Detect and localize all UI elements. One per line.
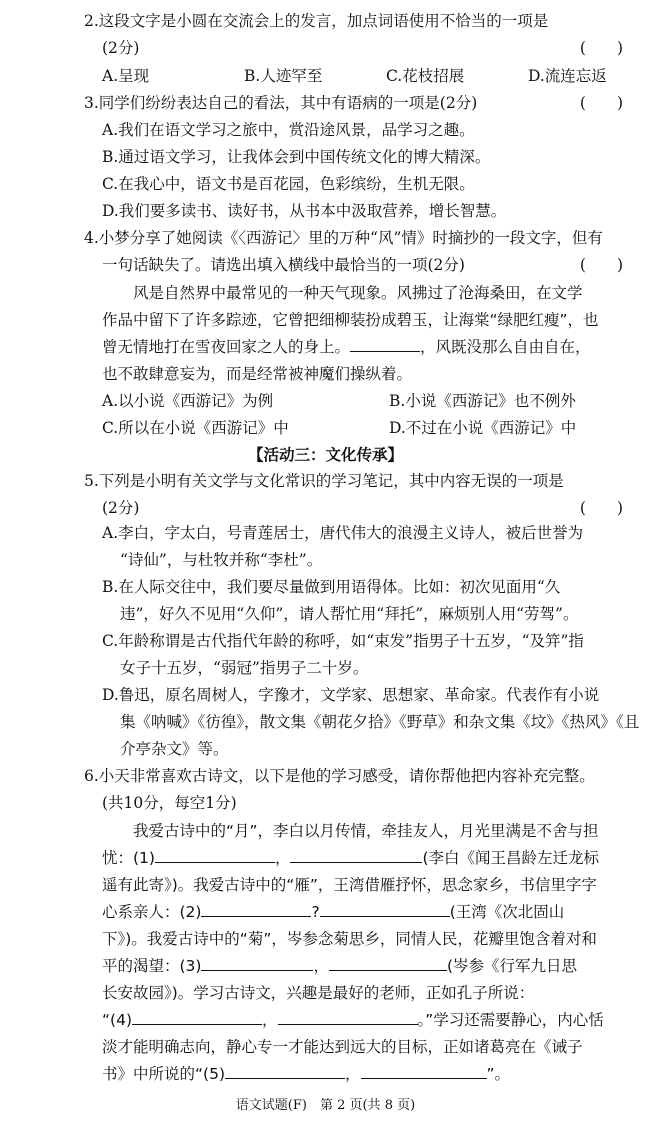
q3-answer-bracket[interactable]: ( ) [579, 94, 623, 112]
q2-option-a[interactable]: A.呈现 [102, 67, 150, 85]
q4-options-row2 [102, 415, 637, 442]
q4-option-c[interactable]: C.所以在小说《西游记》中 [102, 419, 289, 437]
q4-passage-text-after: ，风既没那么自由自在， [420, 338, 591, 356]
page-footer: 语文试题(F) 第 2 页(共 8 页) [235, 1098, 416, 1113]
q6-para-line10 [102, 1061, 510, 1088]
q5-option-d-line3: 介亭杂文》等。 [120, 740, 229, 758]
q5-option-c-line1[interactable]: C.年龄称谓是古代指代年龄的称呼，如“束发”指男子十五岁，“及笄”指 [102, 632, 584, 650]
q4-option-d[interactable]: D.不过在小说《西游记》中 [389, 419, 577, 437]
q4-passage-text: 曾无情地打在雪夜回家之人的身上。 [102, 338, 351, 356]
q6-after-4: 。”学习还需要静心，内心恬 [417, 1011, 604, 1029]
q3-option-c[interactable]: C.在我心中，语文书是百花园，色彩缤纷，生机无限。 [102, 175, 475, 193]
q6-para-line2 [102, 845, 599, 872]
q6-source-2: (王湾《次北固山 [449, 903, 565, 921]
q5-option-c-line2: 女子十五岁，“弱冠”指男子二十岁。 [120, 659, 369, 677]
section-heading: 【活动三：文化传承】 [247, 445, 403, 464]
q6-source-3: (岑参《行军九日思 [446, 957, 578, 975]
q4-passage-line2: 作品中留下了许多踪迹，它曾把细柳装扮成碧玉，让海棠“绿肥红瘦”，也 [102, 311, 599, 329]
q6-blank-5a[interactable] [225, 1062, 345, 1079]
q6-blank-2b[interactable] [320, 900, 450, 917]
q6-label-5: 书》中所说的“(5) [102, 1065, 225, 1083]
q5-option-a-line2: “诗仙”，与杜牧并称“李杜”。 [120, 551, 323, 569]
q5-stem-line2 [102, 495, 637, 522]
q2-stem-line1: 2.这段文字是小圆在交流会上的发言，加点词语使用不恰当的一项是 [84, 12, 549, 30]
q6-stem-line2: (共10分，每空1分) [102, 794, 237, 812]
q4-stem-text: 一句话缺失了。请选出填入横线中最恰当的一项(2分) [102, 256, 465, 274]
q4-stem-line1: 4.小梦分享了她阅读《〈西游记〉里的万种“风”情》时摘抄的一段文字，但有 [84, 229, 603, 247]
q6-after-5: ”。 [486, 1065, 511, 1083]
q4-stem-line2 [102, 252, 637, 279]
q6-mark-2: ? [311, 903, 320, 921]
q5-score: (2分) [102, 499, 140, 517]
q2-option-b[interactable]: B.人迹罕至 [244, 67, 323, 85]
q6-para-line4 [102, 899, 564, 926]
q3-option-b[interactable]: B.通过语文学习，让我体会到中国传统文化的博大精深。 [102, 148, 491, 166]
q6-para-line6 [102, 953, 577, 980]
q2-option-d[interactable]: D.流连忘返 [528, 67, 607, 85]
q3-stem-text: 3.同学们纷纷表达自己的看法，其中有语病的一项是(2分) [84, 94, 478, 112]
q4-options-row1 [102, 388, 637, 415]
q4-option-b[interactable]: B.小说《西游记》也不例外 [389, 392, 576, 410]
q5-stem-line1: 5.下列是小明有关文学与文化常识的学习笔记，其中内容无误的一项是 [84, 472, 564, 490]
q3-option-a[interactable]: A.我们在语文学习之旅中，赏沿途风景，品学习之趣。 [102, 121, 475, 139]
q6-blank-2a[interactable] [201, 900, 311, 917]
q5-option-d-line1[interactable]: D.鲁迅，原名周树人，字豫才，文学家、思想家、革命家。代表作有小说 [102, 686, 600, 704]
q6-label-1: 忧：(1) [102, 849, 155, 867]
q6-comma-3: ， [313, 957, 329, 975]
q6-blank-4a[interactable] [132, 1008, 262, 1025]
q5-option-a-line1[interactable]: A.李白，字太白，号青莲居士，唐代伟大的浪漫主义诗人，被后世誉为 [102, 524, 584, 542]
q6-label-3: 平的渴望：(3) [102, 957, 202, 975]
q6-comma-4: ， [262, 1011, 278, 1029]
q4-answer-bracket[interactable]: ( ) [579, 256, 623, 274]
q6-para-line7: 长安故园》)。学习古诗文，兴趣是最好的老师，正如孔子所说： [102, 984, 535, 1002]
q2-score: (2分) [102, 39, 140, 57]
q6-blank-3b[interactable] [329, 954, 447, 971]
q6-blank-3a[interactable] [201, 954, 313, 971]
q2-option-c[interactable]: C.花枝招展 [386, 67, 465, 85]
q6-source-1: (李白《闻王昌龄左迁龙标 [422, 849, 600, 867]
q6-para-line3: 遥有此寄》)。我爱古诗中的“雁”，王湾借雁抒怀，思念家乡，书信里字字 [102, 876, 597, 894]
q6-blank-1b[interactable] [290, 846, 422, 863]
q6-stem-line1: 6.小天非常喜欢古诗文，以下是他的学习感受，请你帮他把内容补充完整。 [84, 767, 595, 785]
q2-answer-bracket[interactable]: ( ) [579, 39, 623, 57]
q6-comma-1: ， [274, 849, 291, 867]
q6-blank-4b[interactable] [278, 1008, 418, 1025]
q2-options [102, 63, 637, 90]
q4-option-a[interactable]: A.以小说《西游记》为例 [102, 392, 274, 410]
q6-para-line5: 下》)。我爱古诗中的“菊”，岑参念菊思乡，同情人民，花瓣里饱含着对和 [102, 930, 597, 948]
q6-para-line1: 我爱古诗中的“月”，李白以月传情，牵挂友人，月光里满是不舍与担 [133, 822, 599, 840]
q6-blank-5b[interactable] [361, 1062, 487, 1079]
q4-passage-line3 [102, 334, 591, 361]
q6-comma-5: ， [345, 1065, 361, 1083]
q4-blank[interactable] [350, 335, 420, 352]
q4-passage-line1: 风是自然界中最常见的一种天气现象。风拂过了沧海桑田，在文学 [133, 284, 583, 302]
q6-para-line9: 淡才能明确志向，静心专一才能达到远大的目标，正如诸葛亮在《诫子 [102, 1038, 583, 1056]
q4-passage-line4: 也不敢肆意妄为，而是经常被神魔们操纵着。 [102, 365, 413, 383]
q5-option-b-line2: 违”，好久不见用“久仰”，请人帮忙用“拜托”，麻烦别人用“劳驾”。 [120, 605, 579, 623]
q3-stem [84, 90, 637, 117]
q6-label-2: 心系亲人：(2) [102, 903, 202, 921]
q5-option-d-line2: 集《呐喊》《彷徨》，散文集《朝花夕拾》《野草》和杂文集《坟》《热风》《且 [120, 713, 640, 731]
q6-para-line8 [102, 1007, 604, 1034]
q6-label-4: “(4) [102, 1011, 132, 1029]
q5-option-b-line1[interactable]: B.在人际交往中，我们要尽量做到用语得体。比如：初次见面用“久 [102, 578, 561, 596]
q6-blank-1a[interactable] [155, 846, 275, 863]
q3-option-d[interactable]: D.我们要多读书、读好书，从书本中汲取营养，增长智慧。 [102, 202, 507, 220]
q5-answer-bracket[interactable]: ( ) [579, 499, 623, 517]
q2-stem-line2 [102, 35, 637, 62]
